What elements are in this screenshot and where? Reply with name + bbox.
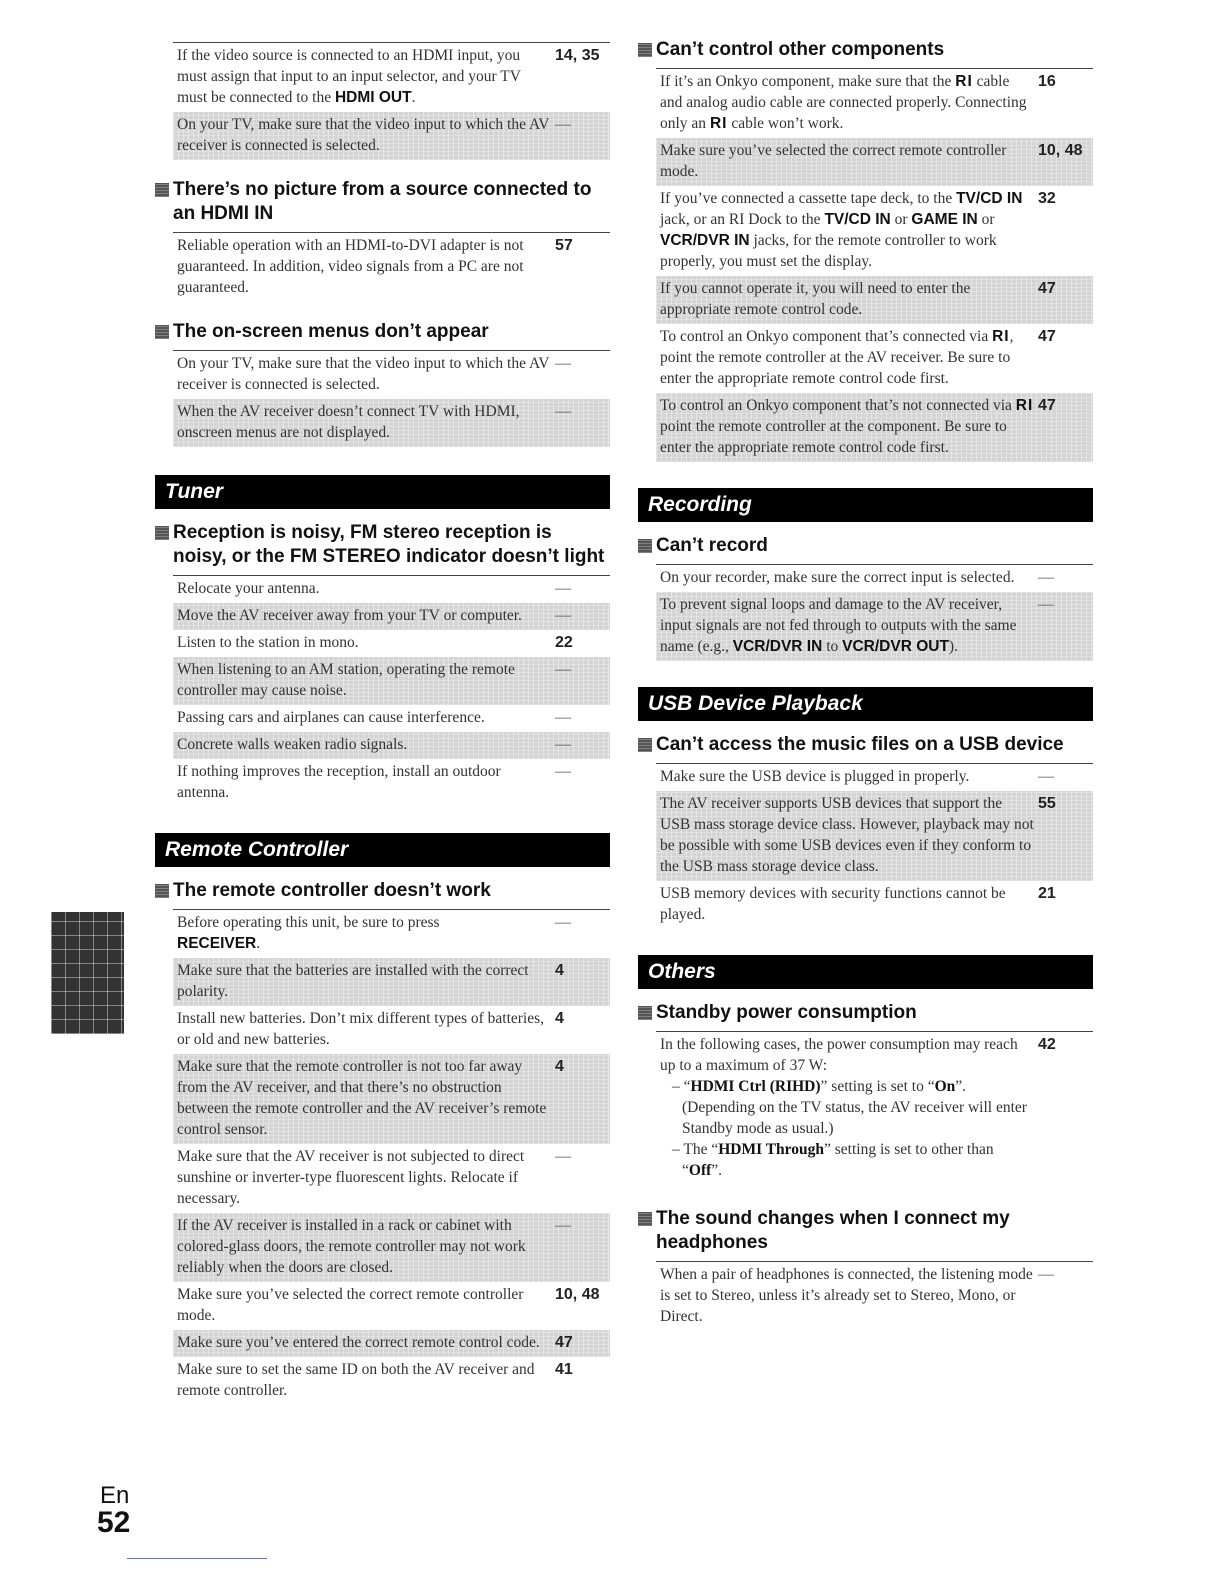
table-row: Move the AV receiver away from your TV or computer. — [173,603,610,630]
table-row: To control an Onkyo component that’s not connected via RI point the remote controller at the component. Be sure to enter the appropriate remote control code first. 47 [656,393,1093,462]
table-row: Make sure that the remote controller is not too far away from the AV receiver, and that there’s no obstruction between the remote controller and the AV receiver’s remote control sensor. 4 [173,1054,610,1144]
page-ref: — [1038,768,1054,785]
square-bullet-icon [155,884,169,898]
right-column [638,38,1093,1331]
page-number: 52 [97,1506,131,1539]
section-bar-recording: Recording [638,488,1093,522]
page-ref: — [555,661,571,678]
headphones-table [656,1261,1093,1331]
page-ref: — [555,607,571,624]
square-bullet-icon [155,526,169,540]
table-row: In the following cases, the power consumption may reach up to a maximum of 37 W: – “HDMI Ctrl (RIHD)” setting is set to “On”. (Depending on the TV status, the AV receiver will enter Standby mode as usual.) – The “HDMI Through” setting is set to other than “Off”. 42 [656,1032,1093,1185]
section-heading-headphones: The sound changes when I connect my headphones [638,1207,1093,1255]
table-row: Relocate your antenna. — [173,576,610,603]
page-ref: — [555,355,571,372]
table-row: When the AV receiver doesn’t connect TV with HDMI, onscreen menus are not displayed. — [173,399,610,447]
usb-table [656,763,1093,929]
table-row: Concrete walls weaken radio signals. — [173,732,610,759]
section-bar-remote-controller: Remote Controller [155,833,610,867]
page-ref: 47 [1038,280,1056,297]
table-row: On your TV, make sure that the video input to which the AV receiver is connected is selected. — [173,112,610,160]
table-row: Make sure you’ve entered the correct remote control code. 47 [173,1330,610,1357]
onscreen-table [173,350,610,447]
square-bullet-icon [638,539,652,553]
list-item: – “HDMI Ctrl (RIHD)” setting is set to “On”. (Depending on the TV status, the AV receiver will enter Standby mode as usual.) [672,1078,1027,1137]
square-bullet-icon [155,325,169,339]
table-row: To prevent signal loops and damage to the AV receiver, input signals are not fed through to outputs with the same name (e.g., VCR/DVR IN to VCR/DVR OUT). — [656,592,1093,661]
table-row: The AV receiver supports USB devices that support the USB mass storage device class. However, playback may not be possible with some USB devices even if they conform to the USB mass storage device class. 55 [656,791,1093,881]
table-row: Make sure that the batteries are installed with the correct polarity. 4 [173,958,610,1006]
page-ref: — [555,763,571,780]
remote-table [173,909,610,1405]
page-ref: — [555,736,571,753]
table-row: Listen to the station in mono. 22 [173,630,610,657]
square-bullet-icon [638,1212,652,1226]
page-ref: 41 [555,1361,573,1378]
page-ref: — [555,1148,571,1165]
list-item: – The “HDMI Through” setting is set to other than “Off”. [672,1141,994,1179]
section-heading-standby: Standby power consumption [638,1001,1093,1025]
table-row: Make sure the USB device is plugged in properly. — [656,764,1093,791]
table-row: If nothing improves the reception, install an outdoor antenna. — [173,759,610,807]
table-row: When a pair of headphones is connected, the listening mode is set to Stereo, unless it’s already set to Stereo, Mono, or Direct. — [656,1262,1093,1331]
page-ref: 10, 48 [1038,142,1083,159]
page-ref: 21 [1038,885,1056,902]
page-ref: — [1038,569,1054,586]
table-row: Make sure you’ve selected the correct remote controller mode. 10, 48 [173,1282,610,1330]
square-bullet-icon [638,43,652,57]
table-row: If it’s an Onkyo component, make sure that the RI cable and analog audio cable are connected properly. Connecting only an RI cable won’t work. 16 [656,69,1093,138]
section-bar-tuner: Tuner [155,475,610,509]
no-picture-table [173,232,610,302]
square-bullet-icon [638,738,652,752]
ri-logo: RI [992,328,1010,345]
reception-table [173,575,610,807]
table-row: Passing cars and airplanes can cause interference. — [173,705,610,732]
footer-line [127,1558,267,1559]
section-heading-onscreen: The on-screen menus don’t appear [155,320,610,344]
page-ref: 10, 48 [555,1286,600,1303]
page-ref: 22 [555,634,573,651]
ri-logo: RI [1015,397,1034,414]
table-row: USB memory devices with security functions cannot be played. 21 [656,881,1093,929]
table-row: If the AV receiver is installed in a rack or cabinet with colored-glass doors, the remote controller may not work reliably when the doors are closed. — [173,1213,610,1282]
ri-logo: RI [955,73,973,90]
table-row: Before operating this unit, be sure to press RECEIVER. — [173,910,610,958]
page-ref: 55 [1038,795,1056,812]
chapter-tab-marker [51,912,124,1034]
section-heading-cant-record: Can’t record [638,534,1093,558]
table-row: Make sure that the AV receiver is not subjected to direct sunshine or inverter-type fluorescent lights. Relocate if necessary. — [173,1144,610,1213]
table-row: To control an Onkyo component that’s connected via RI, point the remote controller at the AV receiver. Be sure to enter the appropriate remote control code first. 47 [656,324,1093,393]
square-bullet-icon [638,1006,652,1020]
table-row: If you’ve connected a cassette tape deck, to the TV/CD IN jack, or an RI Dock to the TV/CD IN or GAME IN or VCR/DVR IN jacks, for the remote controller to work properly, you must set the display. 32 [656,186,1093,276]
table-row: Reliable operation with an HDMI-to-DVI adapter is not guaranteed. In addition, video signals from a PC are not guaranteed. 57 [173,233,610,302]
page-ref: 4 [555,1010,564,1027]
section-heading-usb: Can’t access the music files on a USB device [638,733,1093,757]
standby-table [656,1031,1093,1185]
table-row: If the video source is connected to an HDMI input, you must assign that input to an input selector, and your TV must be connected to the HDMI OUT. 14, 35 [173,43,610,112]
square-bullet-icon [155,183,169,197]
page-ref: 57 [555,237,573,254]
table-row: Make sure you’ve selected the correct remote controller mode. 10, 48 [656,138,1093,186]
section-heading-reception: Reception is noisy, FM stereo reception is noisy, or the FM STEREO indicator doesn’t light [155,521,610,569]
page-ref: 4 [555,1058,564,1075]
page-ref: — [1038,1266,1054,1283]
page-ref: 47 [1038,328,1056,345]
page-ref: 47 [1038,397,1056,414]
page-ref: — [555,580,571,597]
page-ref: 42 [1038,1036,1056,1053]
table-row: On your recorder, make sure the correct input is selected. — [656,565,1093,592]
page-ref: — [555,1217,571,1234]
table-row: When listening to an AM station, operating the remote controller may cause noise. — [173,657,610,705]
page-ref: — [1038,596,1054,613]
page-ref: 32 [1038,190,1056,207]
table-row: On your TV, make sure that the video input to which the AV receiver is connected is selected. — [173,351,610,399]
other-components-table [656,68,1093,462]
page-ref: 16 [1038,73,1056,90]
page-ref: — [555,116,571,133]
section-heading-no-picture: There’s no picture from a source connected to an HDMI IN [155,178,610,226]
section-bar-usb-device-playback: USB Device Playback [638,687,1093,721]
section-heading-other-components: Can’t control other components [638,38,1093,62]
table-row: Install new batteries. Don’t mix different types of batteries, or old and new batteries. 4 [173,1006,610,1054]
page-ref: 47 [555,1334,573,1351]
page-ref: 14, 35 [555,47,600,64]
section-bar-others: Others [638,955,1093,989]
table-row: Make sure to set the same ID on both the AV receiver and remote controller. 41 [173,1357,610,1405]
language-label: En [100,1482,130,1509]
page-ref: 4 [555,962,564,979]
page-ref: — [555,709,571,726]
section-heading-remote: The remote controller doesn’t work [155,879,610,903]
ri-logo: RI [709,115,728,132]
table-row: If you cannot operate it, you will need to enter the appropriate remote control code. 47 [656,276,1093,324]
standby-case-list [660,1076,1035,1181]
page-ref: — [555,914,571,931]
hdmi-intro-table [173,42,610,160]
cant-record-table [656,564,1093,661]
page-ref: — [555,403,571,420]
left-column [155,38,610,1405]
